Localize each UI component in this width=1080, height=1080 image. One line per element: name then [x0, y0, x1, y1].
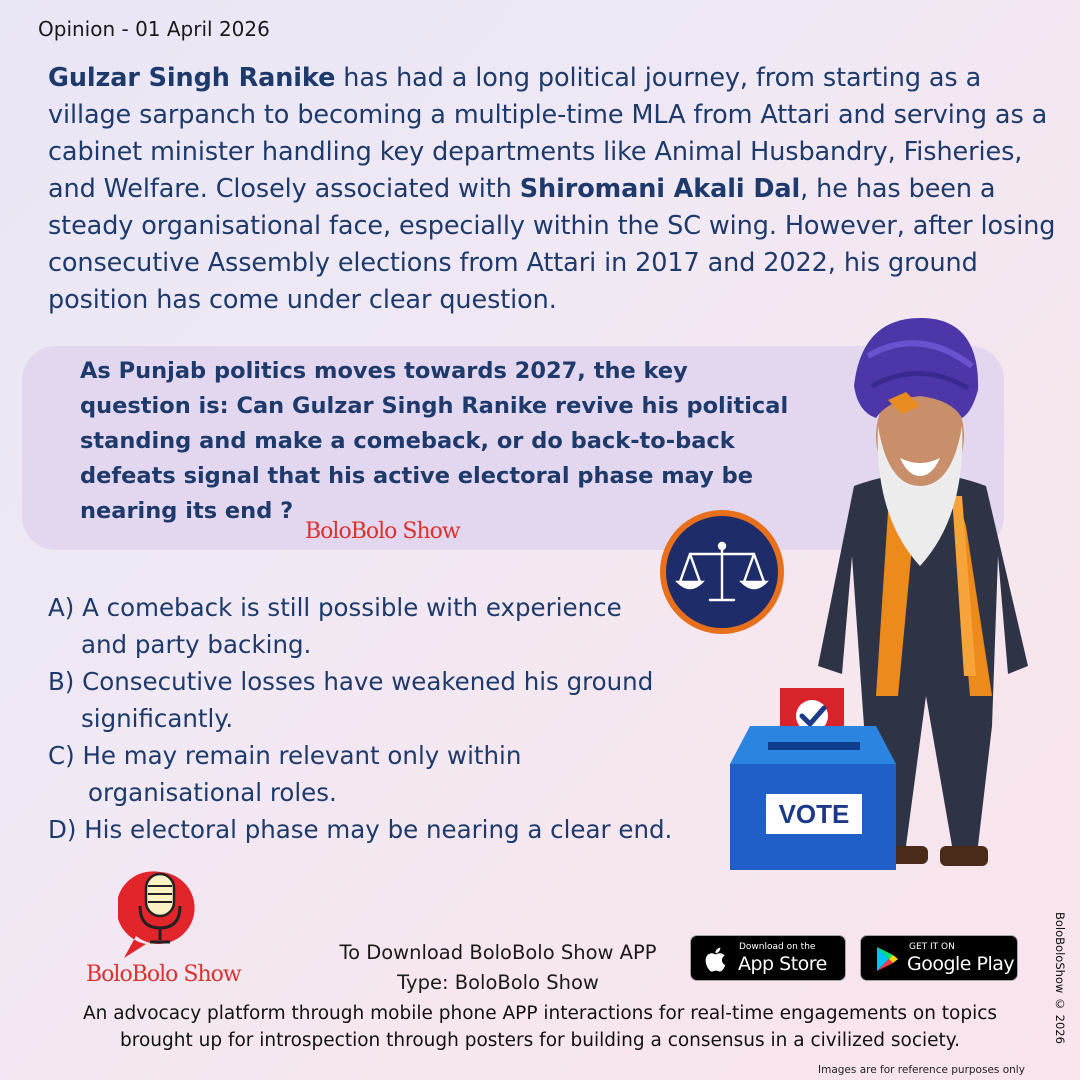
- app-store-button[interactable]: [690, 935, 846, 981]
- tagline-line-2: brought up for introspection through posters for building a consensus in a civilized society.: [120, 1030, 960, 1051]
- option-d[interactable]: D) His electoral phase may be nearing a clear end.: [48, 815, 673, 844]
- option-c[interactable]: C) He may remain relevant only within: [48, 741, 522, 770]
- footer-brand-logo: BoloBolo Show: [86, 962, 241, 987]
- app-store-label: App Store: [738, 953, 827, 975]
- option-a[interactable]: A) A comeback is still possible with experience: [48, 593, 622, 622]
- intro-part1: has had a long political journey, from starting as a village sarpanch to becoming a multiple-time MLA from Attari and serving as a cabinet minister handling key departments like Animal Husbandry, Fisheries, and Welfare. Closely associated with: [48, 63, 1048, 204]
- copyright-vertical: BoloBoloShow © 2026: [1053, 912, 1067, 1044]
- intro-paragraph: [48, 60, 1058, 319]
- download-line-2: Type: BoloBolo Show: [397, 971, 599, 994]
- poll-options: [48, 589, 708, 848]
- google-play-button[interactable]: [860, 935, 1018, 981]
- image-disclaimer: Images are for reference purposes only: [818, 1064, 1025, 1076]
- intro-party: Shiromani Akali Dal: [519, 174, 801, 204]
- option-b[interactable]: B) Consecutive losses have weakened his ground: [48, 667, 654, 696]
- tagline: [30, 1000, 1050, 1054]
- tagline-line-1: An advocacy platform through mobile phone APP interactions for real-time engagements on topics: [82, 1003, 998, 1024]
- header-date: Opinion - 01 April 2026: [38, 17, 270, 41]
- option-b-cont[interactable]: significantly.: [81, 704, 234, 733]
- google-play-icon: [873, 945, 901, 973]
- intro-name: Gulzar Singh Ranike: [48, 63, 336, 93]
- question-text: As Punjab politics moves towards 2027, the key question is: Can Gulzar Singh Ranike revive his political standing and make a comeback, or do back-to-back defeats signal that his active electoral phase may be nearing its end ?: [80, 358, 789, 524]
- app-store-small-label: Download on the: [739, 942, 816, 952]
- ballot-box-illustration: [730, 686, 896, 872]
- scales-of-justice-icon: [660, 510, 784, 634]
- download-line-1: To Download BoloBolo Show APP: [339, 941, 657, 964]
- ballot-vote-label: VOTE: [778, 799, 850, 829]
- option-a-cont[interactable]: and party backing.: [81, 630, 312, 659]
- apple-icon: [703, 945, 731, 973]
- google-play-label: Google Play: [907, 953, 1015, 975]
- intro-part2: , he has been a steady organisational face, especially within the SC wing. However, after losing consecutive Assembly elections from Attari in 2017 and 2022, his ground position has come under clear question.: [48, 174, 1056, 315]
- google-play-small-label: GET IT ON: [909, 942, 955, 952]
- microphone-icon: [118, 866, 202, 962]
- question-brand-watermark: BoloBolo Show: [305, 519, 460, 544]
- download-info: [318, 938, 678, 998]
- option-c-cont[interactable]: organisational roles.: [88, 778, 337, 807]
